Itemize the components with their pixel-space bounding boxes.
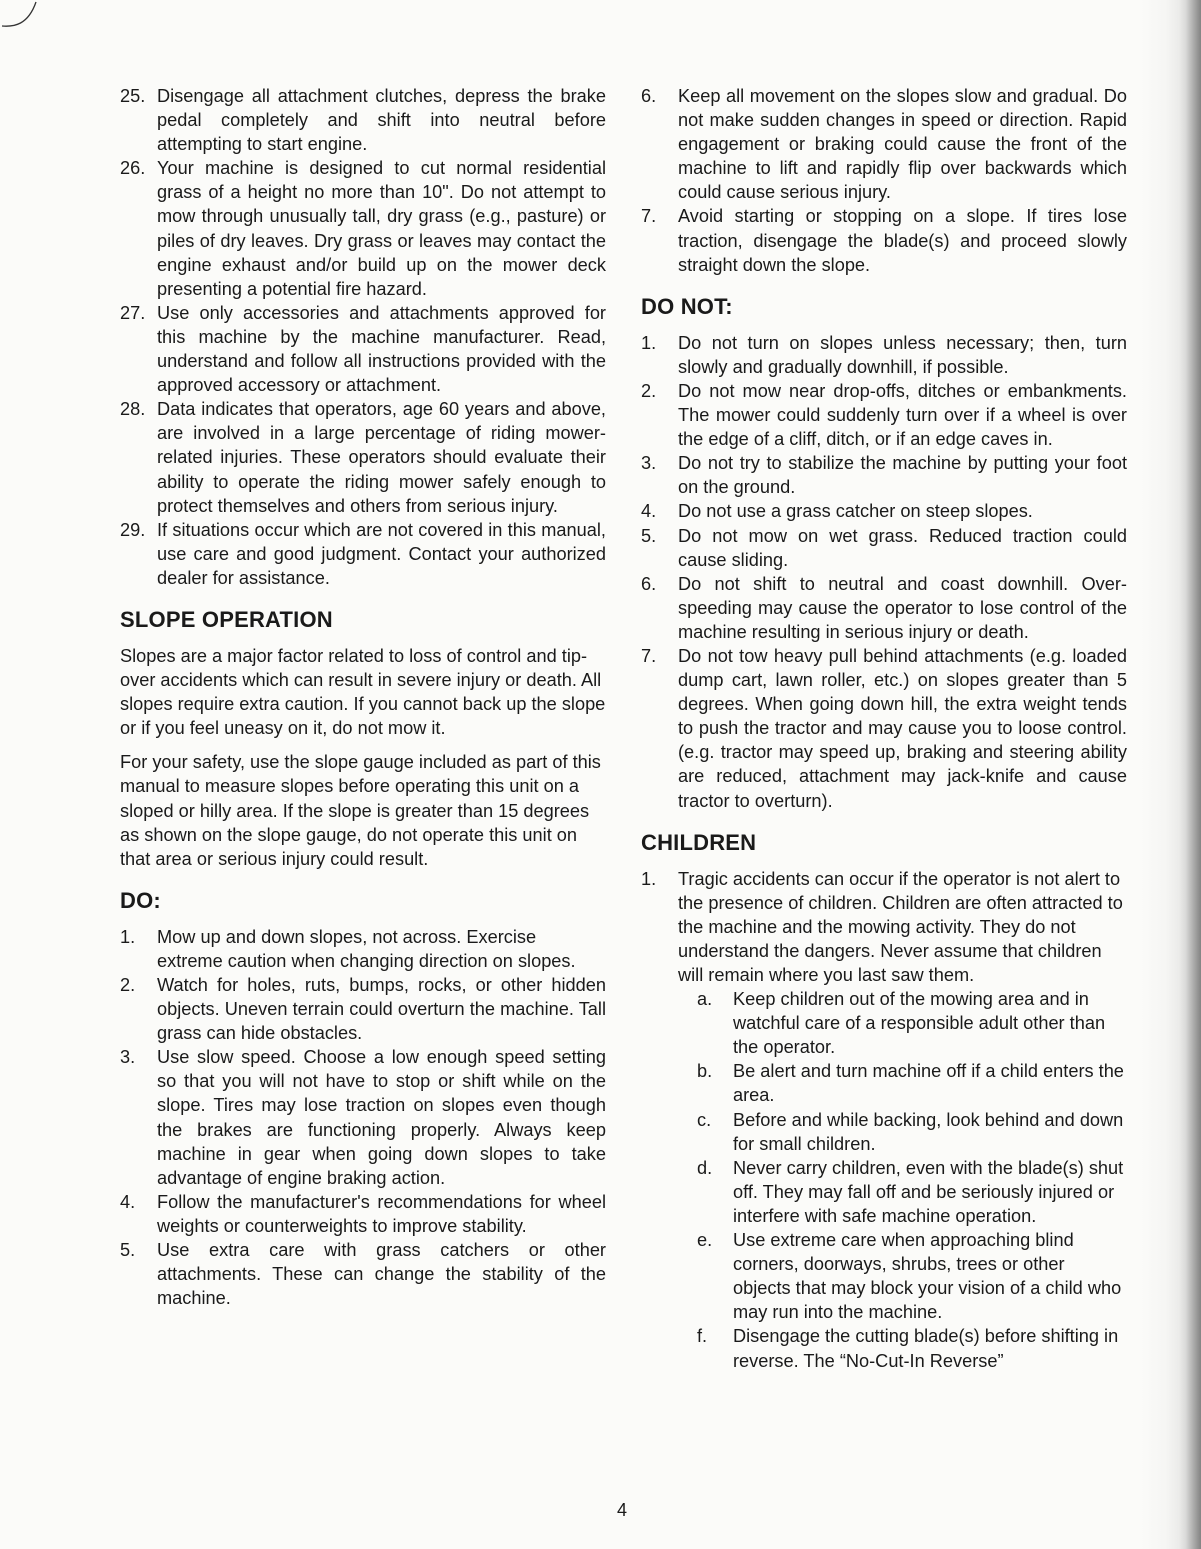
list-item: 3. Do not try to stabilize the machine by putting your foot on the ground. bbox=[641, 453, 1127, 498]
sub-list-item: b. Be alert and turn machine off if a child enters the area. bbox=[697, 1061, 1124, 1106]
children-heading: CHILDREN bbox=[641, 829, 757, 855]
list-item: 3. Use slow speed. Choose a low enough speed setting so that you will not have to stop or shift while on the slope. Tires may lose traction on slopes even though the brakes are functioning properly. Always keep machine in gear when going down slopes to take advantage of engine braking action. bbox=[120, 1047, 606, 1188]
list-item: 28. Data indicates that operators, age 60 years and above, are involved in a large percentage of riding mower-related injuries. These operators should evaluate their ability to operate the riding mower safely enough to protect themselves and others from serious injury. bbox=[120, 399, 606, 516]
sub-list-item: a. Keep children out of the mowing area and in watchful care of a responsible adult other than the operator. bbox=[697, 989, 1106, 1058]
sub-list-item: e. Use extreme care when approaching blind corners, doorways, shrubs, trees or other objects that may block your vision of a child who may run into the machine. bbox=[697, 1230, 1122, 1323]
scan-artifact-mark bbox=[0, 0, 40, 30]
right-column bbox=[641, 84, 1127, 1373]
sub-list-item: c. Before and while backing, look behind and down for small children. bbox=[697, 1109, 1124, 1154]
list-item: 29. If situations occur which are not covered in this manual, use care and good judgment. Contact your authorized dealer for assistance. bbox=[120, 519, 606, 588]
list-item: 4. Follow the manufacturer's recommendations for wheel weights or counterweights to improve stability. bbox=[120, 1191, 606, 1236]
list-item: 5. Use extra care with grass catchers or other attachments. These can change the stability of the machine. bbox=[120, 1240, 606, 1309]
list-item: 2. Watch for holes, ruts, bumps, rocks, or other hidden objects. Uneven terrain could overturn the machine. Tall grass can hide obstacles. bbox=[120, 975, 606, 1044]
do-not-heading: DO NOT: bbox=[641, 293, 733, 319]
sub-list-item: d. Never carry children, even with the blade(s) shut off. They may fall off and be seriously injured or interfere with safe machine operation. bbox=[697, 1157, 1124, 1226]
slope-paragraph-2: For your safety, use the slope gauge included as part of this manual to measure slopes before operating this unit on a sloped or hilly area. If the slope is greater than 15 degrees as shown on the slope gauge, do not operate this unit on that area or serious injury could result. bbox=[120, 752, 601, 869]
list-item: 2. Do not mow near drop-offs, ditches or embankments. The mower could suddenly turn over if a wheel is over the edge of a cliff, ditch, or if an edge caves in. bbox=[641, 380, 1127, 450]
page-number: 4 bbox=[616, 1500, 627, 1520]
children-list bbox=[641, 867, 1127, 1373]
list-item: 1. Do not turn on slopes unless necessary; then, turn slowly and gradually downhill, if possible. bbox=[641, 332, 1127, 377]
list-item: 25. Disengage all attachment clutches, depress the brake pedal completely and shift into neutral before attempting to start engine. bbox=[120, 86, 606, 155]
slope-operation-heading: SLOPE OPERATION bbox=[120, 606, 333, 632]
list-item: 1. Tragic accidents can occur if the operator is not alert to the presence of children. Children are often attracted to the machine and the mowing activity. They do not understand the dangers. Never assume that children will remain where you last saw them. bbox=[641, 868, 1123, 985]
list-item: 7. Avoid starting or stopping on a slope. If tires lose traction, disengage the blade(s) and proceed slowly straight down the slope. bbox=[641, 206, 1127, 275]
list-item: 4. Do not use a grass catcher on steep slopes. bbox=[641, 501, 1033, 522]
slope-paragraph-1: Slopes are a major factor related to loss of control and tip-over accidents which can result in severe injury or death. All slopes require extra caution. If you cannot back up the slope or if you feel uneasy on it, do not mow it. bbox=[120, 645, 606, 739]
do-not-list bbox=[641, 331, 1127, 813]
list-item: 26. Your machine is designed to cut normal residential grass of a height no more than 10". Do not attempt to mow through unusually tall, dry grass (e.g., pasture) or piles of dry leaves. Dry grass or leaves may contact the engine exhaust and/or build up on the mower deck presenting a potential fire hazard. bbox=[120, 158, 606, 299]
sub-list-item: f. Disengage the cutting blade(s) before shifting in reverse. The “No-Cut-In Reverse” bbox=[697, 1326, 1119, 1371]
list-item: 7. Do not tow heavy pull behind attachments (e.g. loaded dump cart, lawn roller, etc.) on slopes greater than 5 degrees. When going down hill, the extra weight tends to push the tractor and may cause you to loose control. (e.g. tractor may speed up, braking and steering ability are reduced, attachment may jack-knife and cause tractor to overturn). bbox=[641, 645, 1127, 811]
list-item: 1. Mow up and down slopes, not across. Exercise extreme caution when changing direction on slopes. bbox=[120, 926, 576, 971]
list-item: 27. Use only accessories and attachments approved for this machine by the machine manufacturer. Read, understand and follow all instructions provided with the approved accessory or attachment. bbox=[120, 302, 606, 396]
left-column bbox=[120, 84, 606, 1310]
do-heading: DO: bbox=[120, 887, 161, 913]
do-list-continued bbox=[641, 84, 1127, 277]
list-item: 6. Do not shift to neutral and coast downhill. Over-speeding may cause the operator to lose control of the machine resulting in serious injury or death. bbox=[641, 573, 1127, 642]
list-item: 5. Do not mow on wet grass. Reduced traction could cause sliding. bbox=[641, 525, 1127, 570]
scan-shadow-edge bbox=[1179, 0, 1201, 1549]
do-list bbox=[120, 925, 606, 1311]
safety-items-list bbox=[120, 84, 606, 590]
list-item: 6. Keep all movement on the slopes slow and gradual. Do not make sudden changes in speed or direction. Rapid engagement or braking could cause the front of the machine to lift and rapidly flip over backwards which could cause serious injury. bbox=[641, 86, 1127, 203]
